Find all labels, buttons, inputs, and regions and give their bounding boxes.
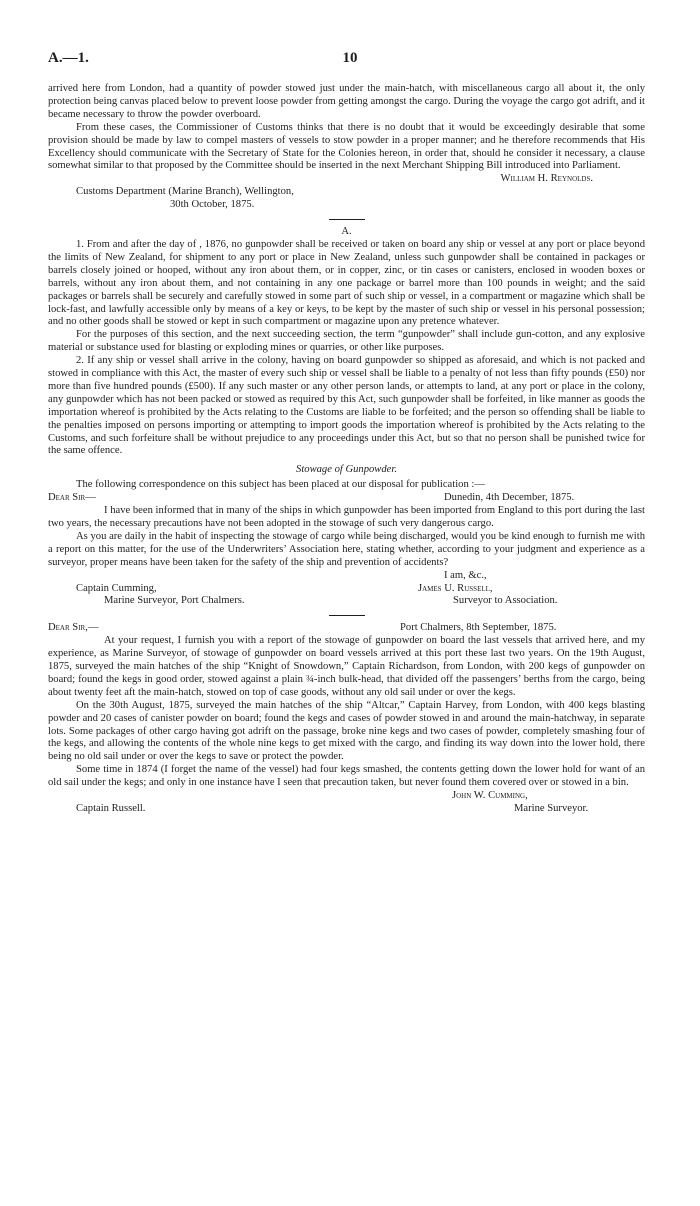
letter-1-closing-row: [48, 570, 645, 583]
signature-reynolds: William H. Reynolds.: [500, 173, 593, 185]
letter-1-titles-row: [48, 595, 645, 608]
letter-2-sender-title: Marine Surveyor.: [514, 802, 589, 814]
session-reference: A.—1.: [48, 50, 89, 66]
letter-divider: [329, 615, 365, 616]
schedule-heading: A.: [341, 226, 352, 238]
schedule-definition: For the purposes of this section, and the next succeeding section, the term “gunpowder” shall include gun-cotton, and any explosive material or substance used for blasting or exploding mines or quarries, or other like purposes.: [48, 329, 645, 354]
schedule-clause-1: 1. From and after the day of , 1876, no gunpowder shall be received or taken on board any ship or vessel at any port or place beyond the limits of New Zealand, for shipment to any port or place in New Zealand, unless such gunpowder shall be contained in packages or barrels closely joined or hooped, without any iron about them, or in copper, zinc, or tin cases or canisters, enclosed in wooden boxes or barrels, without any iron about them, and not containing in any one package or barrel more than 100 pounds in weight; and the said packages or barrels shall be securely and carefully stowed in some part of such ship or vessel, in a compartment or magazine which shall be lock-fast, and lawfully accessible only by means of a key or keys, to be kept by the master of such ship or vessel in his personal possession; and no other goods shall be stowed or kept in such compartment or magazine upon any pretence whatever.: [48, 238, 645, 328]
letter-2-sender-row: [48, 790, 645, 803]
page-content: [48, 83, 645, 816]
section-divider: [329, 219, 365, 220]
intro-paragraph-1: arrived here from London, had a quantity of powder stowed just under the main-hatch, with miscellaneous cargo all about it, the only protection being canvas placed below to prevent loose powder from getting amongst the cargo. During the voyage the cargo got adrift, and it became necessary to throw the powder overboard.: [48, 83, 645, 120]
letter-1-names-row: [48, 583, 645, 596]
letter-1-recipient-title: Marine Surveyor, Port Chalmers.: [104, 595, 245, 607]
letter-1-body-1: I have been informed that in many of the ships in which gunpowder has been imported from England to this port during the last two years, the necessary precautions have not been adopted in the stowage of such very dangerous cargo.: [48, 505, 645, 529]
letter-1-place-date: Dunedin, 4th December, 1875.: [444, 492, 575, 504]
letter-2-sender-name: John W. Cumming,: [452, 790, 528, 802]
letter-2-salutation: Dear Sir,—: [48, 622, 99, 634]
letter-2-recipient: Captain Russell.: [76, 802, 146, 814]
letter-1-closing: I am, &c.,: [444, 569, 487, 581]
dispatch-date: 30th October, 1875.: [170, 199, 255, 211]
letter-2-body-1: At your request, I furnish you with a report of the stowage of gunpowder on board the last vessels that arrived here, and my experience, as Marine Surveyor, of stowage of gunpowder on board vessels arrived at this port these last two years. On the 19th August, 1875, surveyed the main hatches of the ship “Knight of Snowdown,” Captain Richardson, from London, with 200 kegs of gunpowder on board; found the kegs in good order, stowed against a plain ¾-inch bulk-head, that divided off the passengers’ berths from the cargo, being about twenty feet aft the main-hatch, stowed on top of case goods, without any old sail under or over the kegs.: [48, 635, 645, 698]
letter-1-sender-name: James U. Russell,: [418, 582, 493, 594]
letter-2-final-row: [48, 803, 645, 816]
letter-2-header: [48, 622, 645, 635]
schedule-clause-2: 2. If any ship or vessel shall arrive in the colony, having on board gunpowder so shipped as aforesaid, and which is not packed and stowed in compliance with this Act, the master of every such ship or vessel shall be liable to a penalty of not less than fifty pounds (£50) nor more than five hundred pounds (£500). If any such master or any other person lands, or attempts to land, at any port or place in the colony, any gunpowder which has not been packed or stowed as required by this Act, such gunpowder shall be forfeited, in like manner as goods the importation whereof is prohibited by the Acts relating to the Customs are liable to be forfeited; and the person so offending shall be liable to the penalties imposed on persons importing or attempting to import goods the importation whereof is prohibited by the Acts relating to the Customs, and such forfeiture shall be without prejudice to any proceedings under this Act, but so that no person shall be punished twice for the same offence.: [48, 355, 645, 457]
stowage-intro: The following correspondence on this subject has been placed at our disposal for publication :—: [76, 479, 485, 491]
page-header: [48, 52, 652, 70]
letter-1-salutation: Dear Sir—: [48, 492, 96, 504]
letter-2-place-date: Port Chalmers, 8th September, 1875.: [400, 622, 557, 634]
intro-paragraph-2: From these cases, the Commissioner of Customs thinks that there is no doubt that it would be exceedingly desirable that some provision should be made by law to compel masters of vessels to stow powder in a proper manner; and he therefore recommends that His Excellency should communicate with the Secretary of State for the Colonies hereon, in order that, should he consider it necessary, a clause somewhat similar to that proposed by the Committee should be inserted in the next Merchant Shipping Bill introduced into Parliament.: [48, 121, 645, 172]
page-number: 10: [342, 50, 358, 66]
dispatch-place: Customs Department (Marine Branch), Wellington,: [76, 186, 294, 198]
letter-2-body-2: On the 30th August, 1875, surveyed the main hatches of the ship “Altcar,” Captain Harvey, from London, with 400 kegs blasting powder and 20 cases of canister powder on board; found the kegs and cases of powder stowed in and around the main-hatchway, in separate lots. Some packages of other cargo having got adrift on the passage, broke nine kegs and two cases of powder, completely smashing four of the kegs, and allowing the contents of the whole nine kegs to get mixed with the cargo, and finding its way down into the lower hold, there being no old sail under or over the kegs to save or protect the powder.: [48, 699, 645, 763]
letter-1-sender-title: Surveyor to Association.: [453, 595, 558, 607]
letter-1-body-2: As you are daily in the habit of inspecting the stowage of cargo while being discharged, would you be kind enough to furnish me with a report on this matter, for the use of the Underwriters’ Association here, stating whether, according to your judgment and experience as a surveyor, proper means have been taken for the safety of the ship and prevention of accidents?: [48, 530, 645, 568]
letter-1-recipient-name: Captain Cumming,: [76, 582, 157, 594]
letter-2-body-3: Some time in 1874 (I forget the name of the vessel) had four kegs smashed, the contents getting down the lower hold for want of an old sail under the kegs; and only in one instance have I seen that precaution taken, but never found them covered over or stowed in a bin.: [48, 764, 645, 789]
stowage-title: Stowage of Gunpowder.: [296, 464, 397, 476]
letter-1-header: [48, 492, 645, 505]
